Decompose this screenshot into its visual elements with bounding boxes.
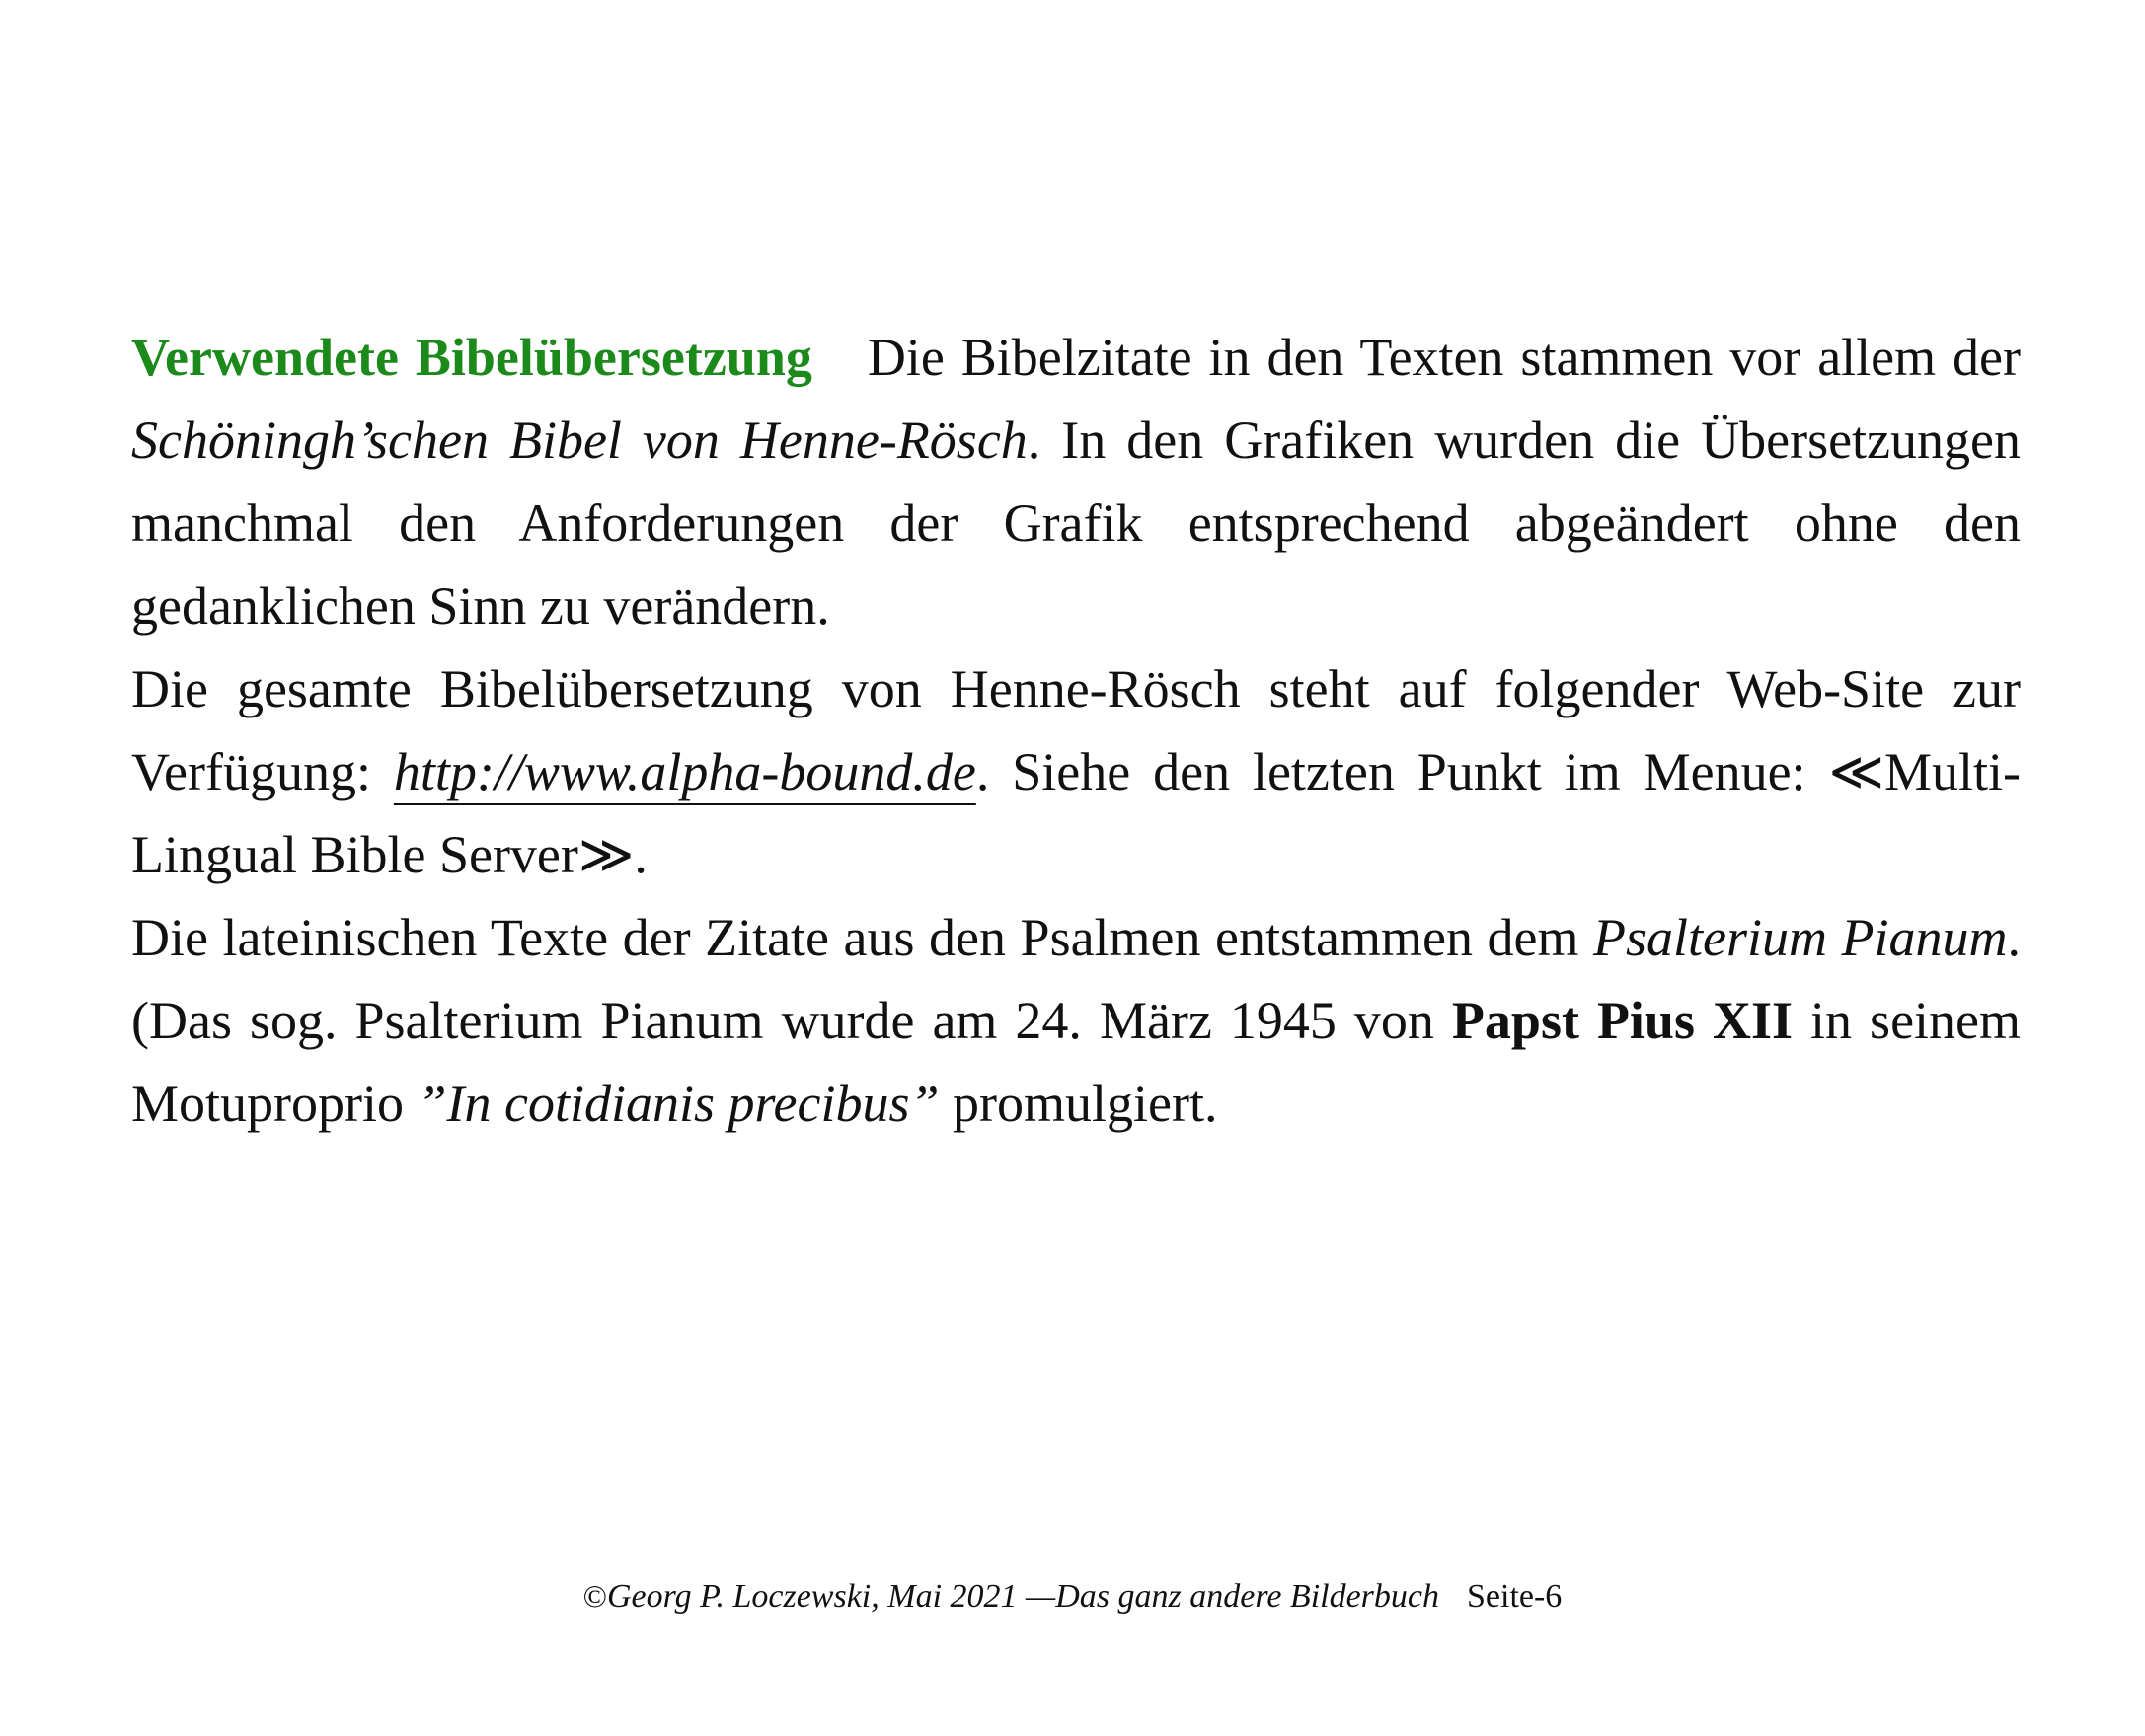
paragraph-text: in seinem Motuproprio xyxy=(131,991,2022,1133)
copyright-icon: © xyxy=(582,1578,607,1614)
paragraph-text: Die lateinischen Texte der Zitate aus den Psalmen entstammen dem xyxy=(131,908,1593,967)
menu-reference: ≪Multi-Lingual Bible Server≫ xyxy=(131,742,2021,884)
paragraph-text: . Siehe den letzten Punkt im Menue: xyxy=(975,742,1829,801)
website-link[interactable]: http://www.alpha-bound.de xyxy=(393,742,976,801)
paragraph-bible-translation xyxy=(131,316,2021,647)
pope-name: Papst Pius XII xyxy=(1451,991,1794,1050)
paragraph-latin-texts xyxy=(131,896,2021,1145)
psalter-title: Psalterium Pianum xyxy=(1593,908,2008,967)
page-number: Seite-6 xyxy=(1467,1578,1563,1615)
paragraph-text: . xyxy=(634,825,648,884)
page-footer xyxy=(0,1574,2145,1619)
bible-title: Schöningh’schen Bibel von Henne-Rösch xyxy=(131,411,1028,470)
paragraph-website xyxy=(131,647,2021,896)
paragraph-text: . In den Grafiken wurden die Übersetzungen manchmal den Anforderungen der Grafik entsprechend abgeändert ohne den gedanklichen Sinn zu verändern. xyxy=(131,411,2021,636)
paragraph-text: Die Bibelzitate in den Texten stammen vor allem der xyxy=(867,328,2021,387)
paragraph-text: Die gesamte Bibelübersetzung von Henne-Rösch steht auf folgender Web-Site zur Verfügung: xyxy=(131,659,2021,801)
footer-author: Georg P. Loczewski, Mai 2021 —Das ganz andere Bilderbuch xyxy=(606,1578,1439,1615)
paragraph-text: promulgiert. xyxy=(939,1074,1218,1133)
paragraph-text: . (Das sog. Psalterium Pianum wurde am 24. März 1945 von xyxy=(131,908,2021,1050)
motuproprio-title: ”In cotidianis precibus” xyxy=(417,1074,940,1133)
section-heading: Verwendete Bibelübersetzung xyxy=(131,328,812,387)
main-text xyxy=(131,316,2021,1145)
